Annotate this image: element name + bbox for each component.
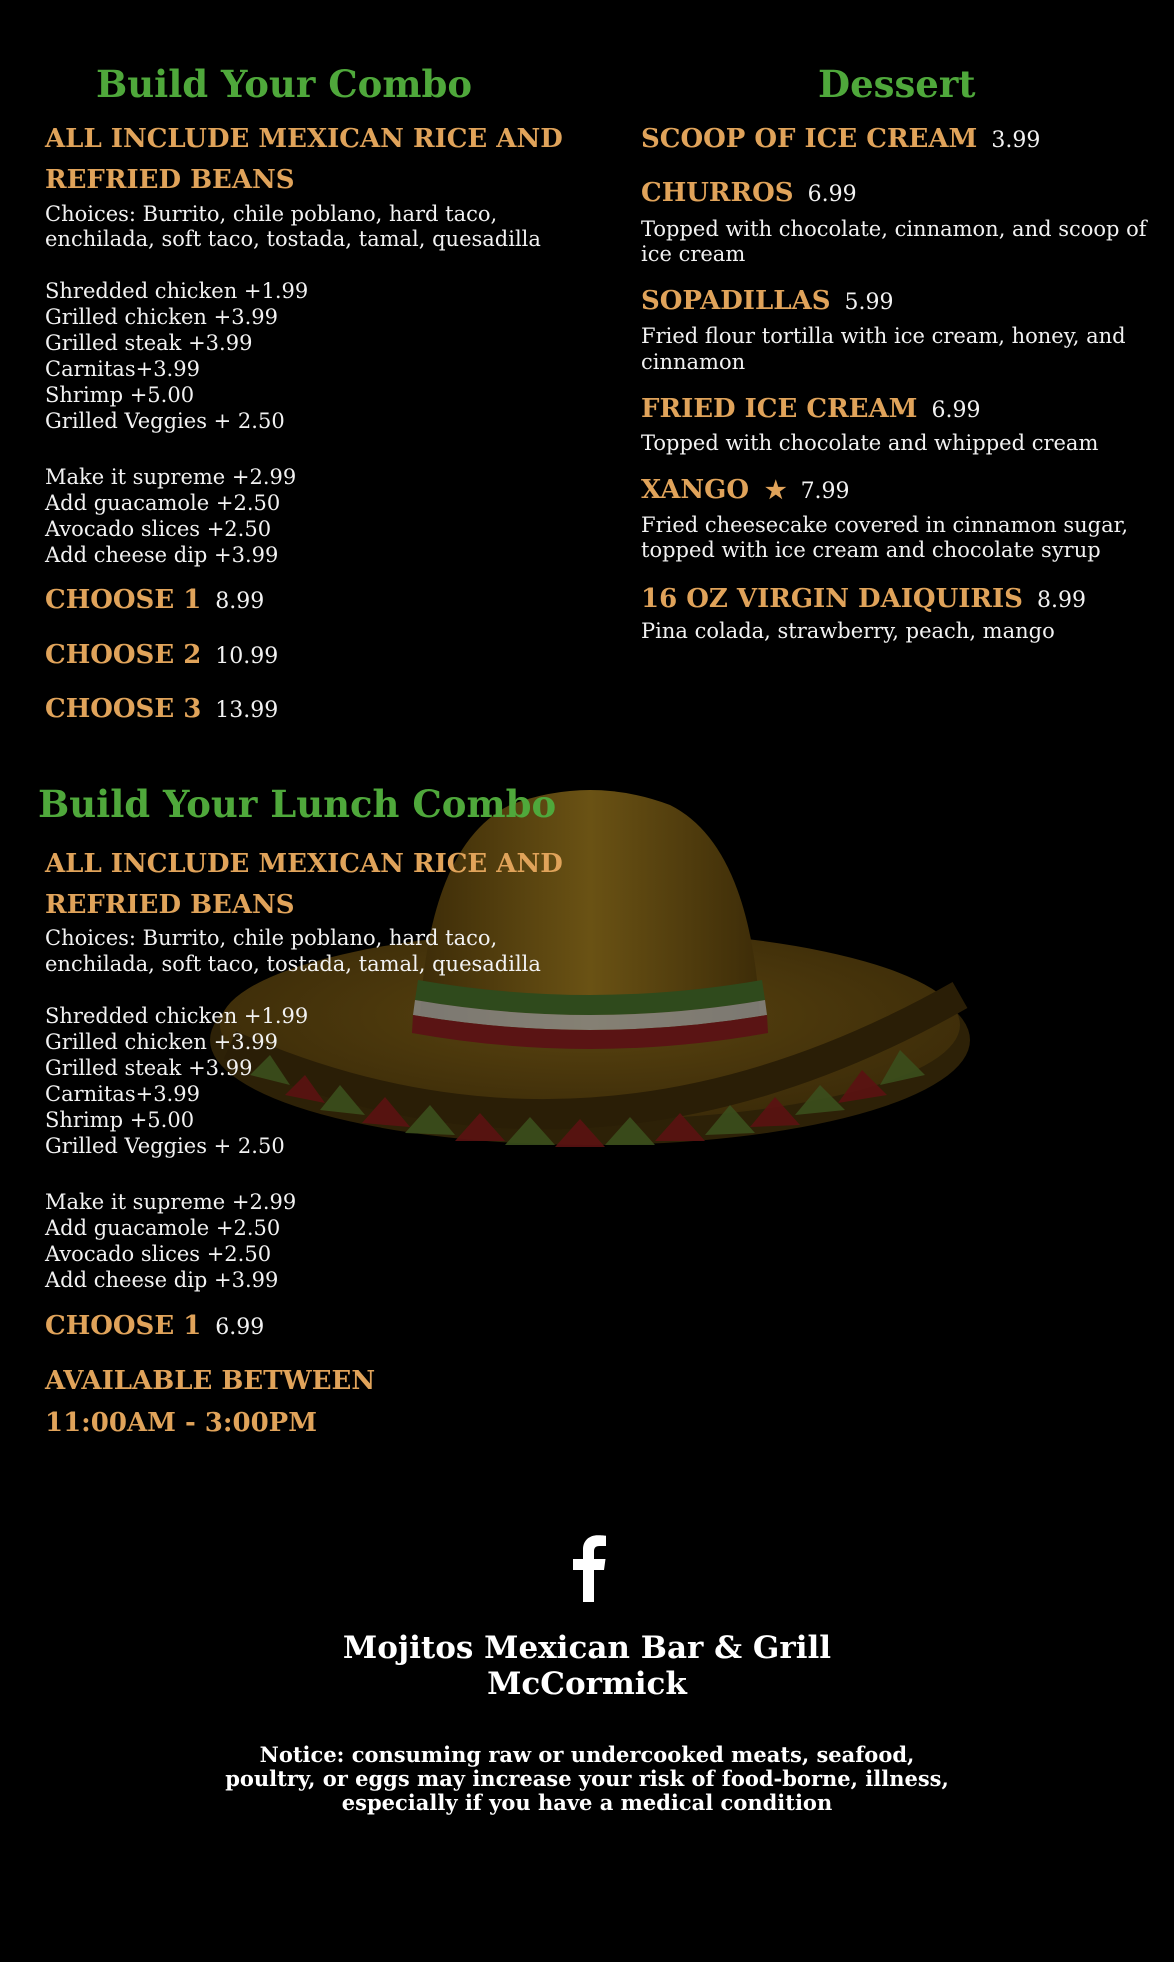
item-description: Topped with chocolate and whipped cream: [641, 431, 1099, 455]
combo-addon-list: [45, 464, 296, 568]
dessert-item-churros: [641, 178, 857, 208]
option-price: 10.99: [215, 644, 279, 669]
option-price: 6.99: [215, 1315, 265, 1340]
list-item: Shrimp +5.00: [45, 1108, 195, 1132]
item-price: 5.99: [844, 290, 894, 315]
dessert-item-xango: [641, 475, 850, 505]
lunch-choices-line1: Choices: Burrito, chile poblano, hard taco,: [45, 926, 498, 950]
list-item: Make it supreme +2.99: [45, 465, 297, 489]
list-item: Make it supreme +2.99: [45, 1190, 297, 1214]
item-description: topped with ice cream and chocolate syrup: [641, 538, 1101, 562]
item-name: XANGO: [641, 475, 750, 505]
restaurant-name-line2: McCormick: [487, 1666, 687, 1702]
list-item: Grilled Veggies + 2.50: [45, 1134, 285, 1158]
lunch-available-line2: 11:00AM - 3:00PM: [45, 1408, 318, 1438]
list-item: Carnitas+3.99: [45, 1082, 200, 1106]
notice-line1: Notice: consuming raw or undercooked meats, seafood,: [259, 1742, 915, 1767]
item-price: 6.99: [931, 398, 981, 423]
option-label: CHOOSE 2: [45, 640, 202, 670]
combo-option-1: [45, 585, 264, 615]
item-description: Topped with chocolate, cinnamon, and scoop of: [641, 217, 1147, 241]
item-name: SOPADILLAS: [641, 286, 831, 316]
list-item: Avocado slices +2.50: [45, 517, 272, 541]
notice-line2: poultry, or eggs may increase your risk of food-borne, illness,: [225, 1766, 949, 1791]
combo-choices-line2: enchilada, soft taco, tostada, tamal, quesadilla: [45, 227, 541, 251]
lunch-header-line1: ALL INCLUDE MEXICAN RICE AND: [45, 849, 563, 879]
list-item: Add guacamole +2.50: [45, 491, 281, 515]
dessert-title: Dessert: [818, 62, 976, 106]
list-item: Add guacamole +2.50: [45, 1216, 281, 1240]
item-description: Pina colada, strawberry, peach, mango: [641, 619, 1055, 643]
item-description: ice cream: [641, 242, 746, 266]
facebook-icon[interactable]: [568, 1532, 608, 1602]
lunch-choices-line2: enchilada, soft taco, tostada, tamal, quesadilla: [45, 952, 541, 976]
list-item: Grilled Veggies + 2.50: [45, 409, 285, 433]
list-item: Avocado slices +2.50: [45, 1242, 272, 1266]
option-price: 8.99: [215, 589, 265, 614]
item-price: 8.99: [1036, 588, 1086, 613]
item-name: FRIED ICE CREAM: [641, 394, 918, 424]
list-item: Shredded chicken +1.99: [45, 279, 309, 303]
item-name: CHURROS: [641, 178, 794, 208]
option-label: CHOOSE 3: [45, 694, 202, 724]
combo-protein-list: [45, 278, 308, 434]
combo-title: Build Your Combo: [96, 62, 473, 106]
list-item: Shredded chicken +1.99: [45, 1004, 309, 1028]
dessert-item-sopadillas: [641, 286, 893, 316]
item-description: Fried cheesecake covered in cinnamon sugar,: [641, 513, 1128, 537]
item-description: cinnamon: [641, 350, 746, 374]
dessert-item-scoop: [641, 124, 1040, 154]
item-price: 3.99: [991, 128, 1041, 153]
star-icon: ★: [765, 475, 787, 504]
list-item: Grilled steak +3.99: [45, 331, 253, 355]
list-item: Grilled chicken +3.99: [45, 1030, 278, 1054]
dessert-item-daiquiris: [641, 584, 1086, 614]
combo-choices-line1: Choices: Burrito, chile poblano, hard taco,: [45, 202, 498, 226]
item-price: 7.99: [800, 479, 850, 504]
combo-option-3: [45, 694, 278, 724]
lunch-addon-list: [45, 1189, 296, 1293]
list-item: Add cheese dip +3.99: [45, 1268, 279, 1292]
combo-option-2: [45, 640, 278, 670]
restaurant-name-line1: Mojitos Mexican Bar & Grill: [342, 1630, 832, 1666]
lunch-option-1: [45, 1311, 264, 1341]
list-item: Add cheese dip +3.99: [45, 543, 279, 567]
lunch-title: Build Your Lunch Combo: [38, 782, 557, 826]
combo-header-line2: REFRIED BEANS: [45, 165, 295, 195]
list-item: Shrimp +5.00: [45, 383, 195, 407]
option-price: 13.99: [215, 698, 279, 723]
list-item: Grilled chicken +3.99: [45, 305, 278, 329]
item-description: Fried flour tortilla with ice cream, honey, and: [641, 324, 1126, 348]
option-label: CHOOSE 1: [45, 1311, 202, 1341]
lunch-protein-list: [45, 1003, 308, 1159]
list-item: Carnitas+3.99: [45, 357, 200, 381]
item-name: SCOOP OF ICE CREAM: [641, 124, 978, 154]
lunch-available-line1: AVAILABLE BETWEEN: [45, 1366, 376, 1396]
list-item: Grilled steak +3.99: [45, 1056, 253, 1080]
item-name: 16 OZ VIRGIN DAIQUIRIS: [641, 584, 1023, 614]
item-price: 6.99: [807, 182, 857, 207]
sombrero-icon: [190, 785, 990, 1175]
option-label: CHOOSE 1: [45, 585, 202, 615]
combo-header-line1: ALL INCLUDE MEXICAN RICE AND: [45, 124, 563, 154]
notice-line3: especially if you have a medical condition: [341, 1790, 833, 1815]
lunch-header-line2: REFRIED BEANS: [45, 890, 295, 920]
dessert-item-fried-ice-cream: [641, 394, 980, 424]
